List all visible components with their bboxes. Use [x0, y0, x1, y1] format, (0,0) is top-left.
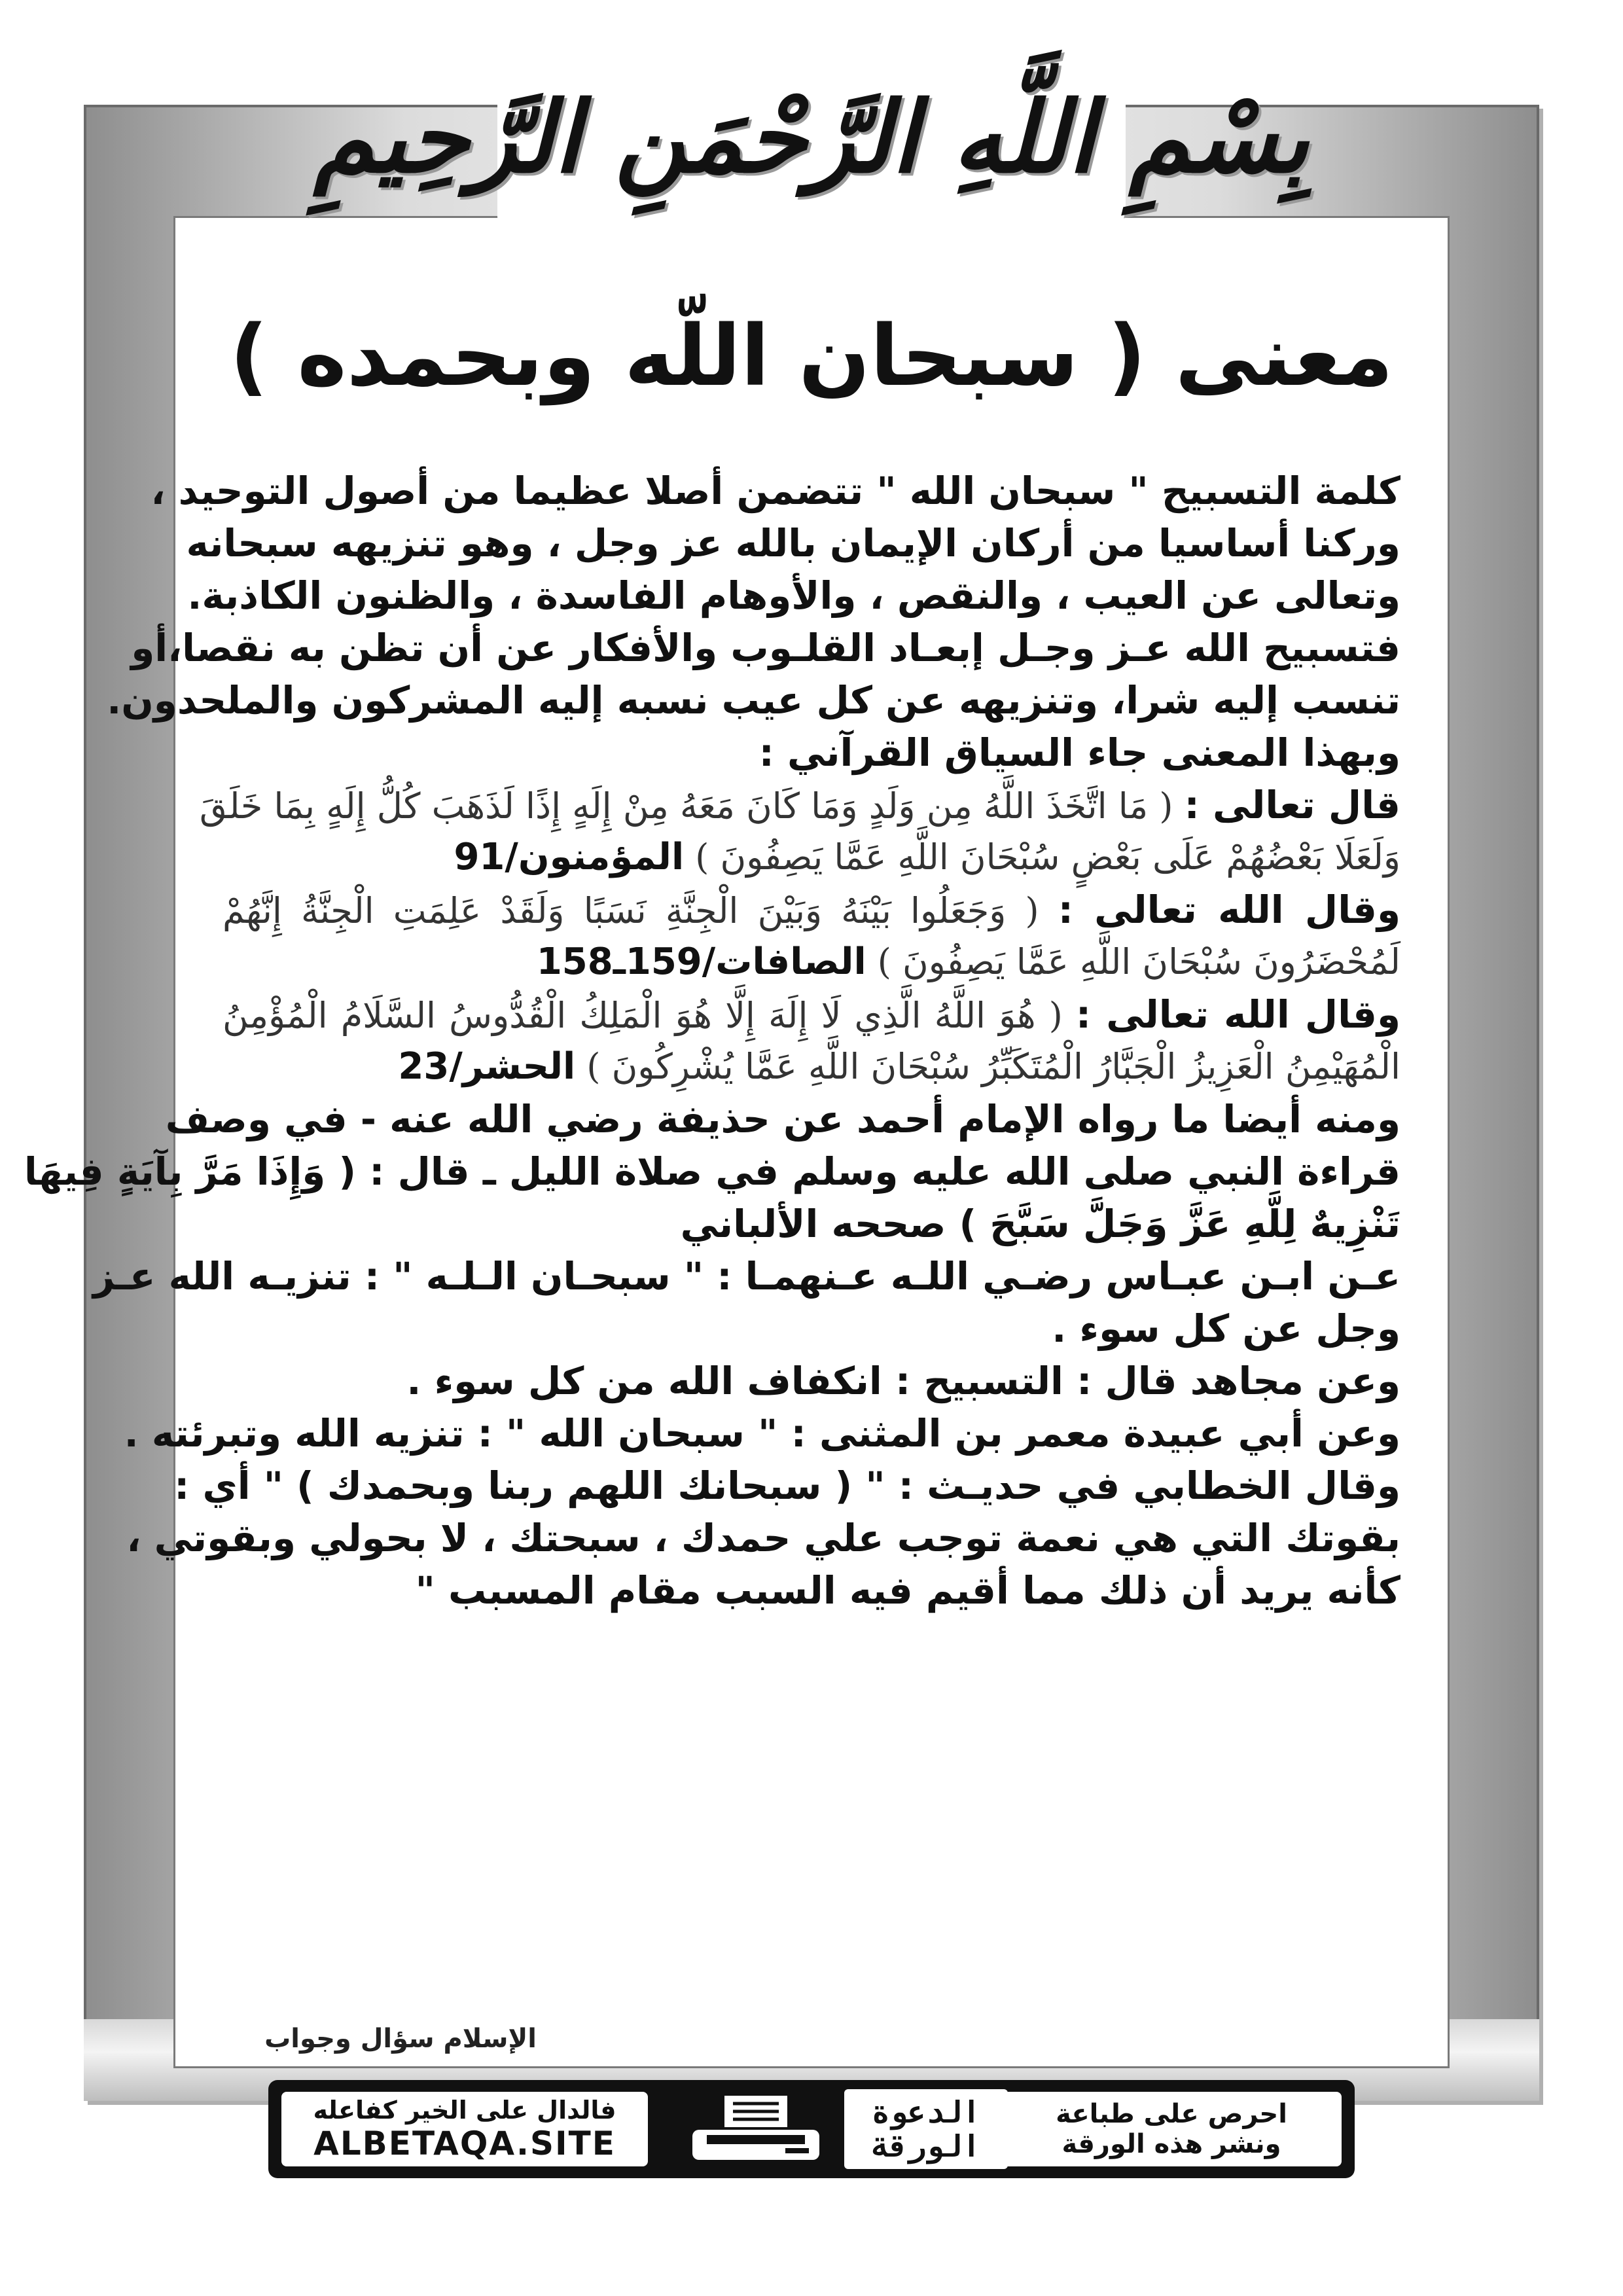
text-line: تنسب إليه شرا، وتنزيهه عن كل عيب نسبه إليه المشركون والملحدون. — [107, 678, 1400, 723]
text-line: وقال الخطابي في حديـث : " ( سبحانك اللهم ربنا وبحمدك ) " أي : — [174, 1463, 1400, 1508]
footer-bar — [268, 2080, 1355, 2178]
quran-verse-text: لَمُحْضَرُونَ سُبْحَانَ اللَّهِ عَمَّا يَصِفُونَ ) — [866, 941, 1400, 982]
verse-intro-label: قال تعالى : — [1184, 783, 1400, 827]
text-line: عـن ابـن عبـاس رضـي اللـه عـنهمـا : " سبحـان الـلـه " : تنزيـه الله عـز — [92, 1254, 1400, 1299]
kufic-logo-line2: الورقة — [871, 2128, 981, 2164]
quran-verse-text: ( هُوَ اللَّهُ الَّذِي لَا إِلَهَ إِلَّا هُوَ الْمَلِكُ الْقُدُّوسُ السَّلَامُ الْمُؤْمِنُ — [223, 995, 1076, 1036]
text-line — [223, 1041, 1400, 1093]
text-line: وعن مجاهد قال : التسبيح : انكفاف الله من كل سوء . — [406, 1359, 1400, 1403]
text-line: تَنْزِيهٌ لِلَّهِ عَزَّ وَجَلَّ سَبَّحَ ) صححه الألباني — [680, 1202, 1400, 1246]
text-line: وتعالى عن العيب ، والنقص ، والأوهام الفاسدة ، والظنون الكاذبة. — [187, 573, 1400, 618]
verse-intro-label: وقال الله تعالى : — [1075, 992, 1400, 1037]
footer-website-box — [281, 2092, 648, 2166]
text-line: ومنه أيضا ما رواه الإمام أحمد عن حذيفة رضي الله عنه - في وصف — [165, 1097, 1400, 1141]
text-line: فتسبيح الله عـز وجـل إبعـاد القلـوب والأفكار عن أن تظن به نقصا،أو — [131, 626, 1400, 670]
text-line: كلمة التسبيح " سبحان الله " تتضمن أصلا عظيما من أصول التوحيد ، — [151, 469, 1400, 513]
text-line — [223, 988, 1400, 1041]
text-line: وبهذا المعنى جاء السياق القرآني : — [758, 730, 1400, 775]
kufic-logo-line1: الدعوة — [871, 2094, 981, 2130]
quran-verse-text: الْمُهَيْمِنُ الْعَزِيزُ الْجَبَّارُ الْمُتَكَبِّرُ سُبْحَانَ اللَّهِ عَمَّا يُشْرِكُونَ ) — [575, 1046, 1400, 1087]
text-line: قراءة النبي صلى الله عليه وسلم في صلاة الليل ـ قال : ( وَإِذَا مَرَّ بِآيَةٍ فِيهَا — [24, 1149, 1400, 1194]
article-body — [24, 465, 1400, 1617]
text-line: وجل عن كل سوء . — [1052, 1306, 1400, 1351]
footer-print-line1: احرص على طباعة — [1056, 2099, 1287, 2129]
text-line: وركنا أساسيا من أركان الإيمان بالله عز وجل ، وهو تنزيهه سبحانه — [186, 521, 1400, 565]
quran-verse-text: وَلَعَلَا بَعْضُهُمْ عَلَى بَعْضٍ سُبْحَانَ اللَّهِ عَمَّا يَصِفُونَ ) — [684, 836, 1400, 878]
quran-verse-text: ( وَجَعَلُوا بَيْنَهُ وَبَيْنَ الْجِنَّةِ نَسَبًا وَلَقَدْ عَلِمَتِ الْجِنَّةُ إِنَّهُمْ — [223, 890, 1058, 931]
text-line — [199, 779, 1400, 831]
footer-print-line2: ونشر هذه الورقة — [1061, 2129, 1281, 2159]
verse-reference: الحشر/23 — [398, 1045, 576, 1088]
quran-verse-text: ( مَا اتَّخَذَ اللَّهُ مِن وَلَدٍ وَمَا كَانَ مَعَهُ مِنْ إِلَهٍ إِذًا لَذَهَبَ كُلُّ إِلَهٍ بِمَا خَلَقَ — [199, 785, 1185, 827]
text-line — [223, 884, 1400, 936]
printer-icon — [687, 2093, 825, 2166]
text-line: وعن أبي عبيدة معمر بن المثنى : " سبحان الله " : تنزيه الله وتبرئته . — [124, 1411, 1400, 1456]
text-line: بقوتك التي هي نعمة توجب علي حمدك ، سبحتك ، لا بحولي وبقوتي ، — [126, 1516, 1400, 1560]
footer-print-box — [1001, 2092, 1342, 2166]
text-line — [223, 936, 1400, 988]
verse-intro-label: وقال الله تعالى : — [1058, 888, 1400, 932]
basmala-calligraphy: بِسْمِ اللَّهِ الرَّحْمَنِ الرَّحِيمِ — [313, 80, 1310, 195]
footer-website[interactable]: ALBETAQA.SITE — [313, 2125, 616, 2162]
text-line: كأنه يريد أن ذلك مما أقيم فيه السبب مقام المسبب " — [415, 1568, 1400, 1613]
page-title: معنى ( سبحان اللّه وبحمده ) — [230, 308, 1393, 405]
verse-reference: الصافات/159ـ158 — [536, 941, 866, 983]
basmala-header — [313, 39, 1310, 236]
verse-reference: المؤمنون/91 — [454, 836, 685, 878]
kufic-logo — [844, 2089, 1008, 2169]
text-line — [223, 831, 1400, 884]
footer-slogan: فالدال على الخير كفاعله — [313, 2096, 616, 2125]
source-credit: الإسلام سؤال وجواب — [264, 2024, 537, 2054]
